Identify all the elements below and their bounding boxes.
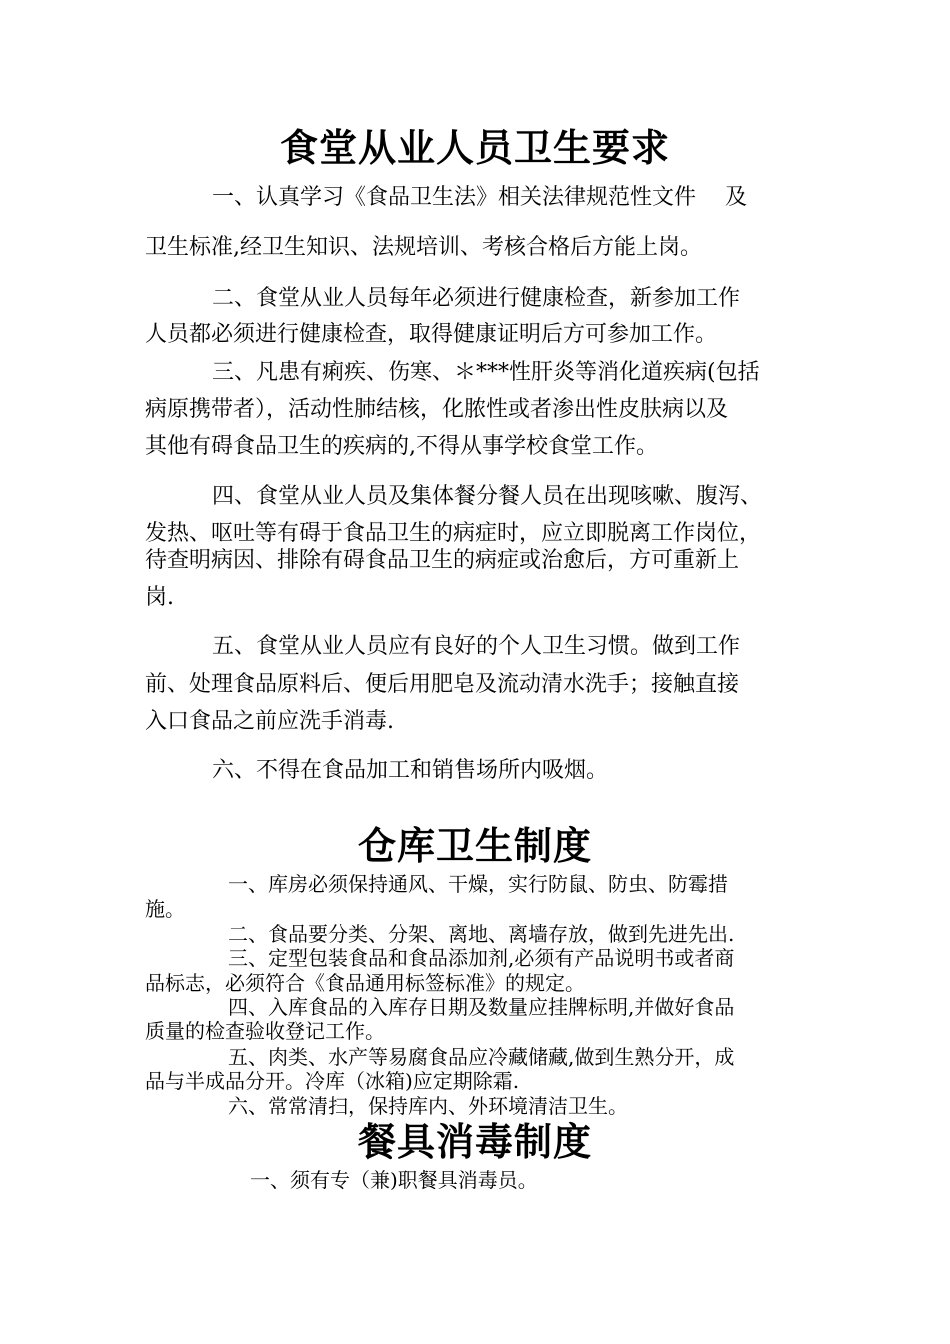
- paragraph-line: 四、食堂从业人员及集体餐分餐人员在出现咳嗽、腹泻、: [212, 484, 763, 509]
- paragraph-line: 一、认真学习《食品卫生法》相关法律规范性文件 及: [212, 185, 747, 210]
- section-title-warehouse-hygiene: 仓库卫生制度: [357, 824, 592, 868]
- paragraph-line: 一、须有专（兼)职餐具消毒员。: [250, 1168, 538, 1192]
- paragraph-line: 六、常常清扫，保持库内、外环境清洁卫生。: [228, 1094, 628, 1118]
- paragraph-line: 一、库房必须保持通风、干燥，实行防鼠、防虫、防霉措: [228, 872, 728, 896]
- paragraph-line: 品与半成品分开。冷库（冰箱)应定期除霜.: [145, 1069, 520, 1093]
- paragraph-line: 六、不得在食品加工和销售场所内吸烟。: [212, 758, 609, 783]
- paragraph-line: 其他有碍食品卫生的疾病的,不得从事学校食堂工作。: [145, 434, 658, 459]
- paragraph-line: 人员都必须进行健康检查，取得健康证明后方可参加工作。: [145, 322, 718, 347]
- paragraph-line: 二、食堂从业人员每年必须进行健康检查，新参加工作: [212, 286, 741, 311]
- paragraph-line: 待查明病因、排除有碍食品卫生的病症或治愈后，方可重新上: [145, 548, 740, 573]
- paragraph-line: 发热、呕吐等有碍于食品卫生的病症时，应立即脱离工作岗位，: [145, 521, 762, 546]
- paragraph-line: 三、定型包装食品和食品添加剂,必须有产品说明书或者商: [228, 946, 735, 970]
- paragraph-line: 品标志，必须符合《食品通用标签标准》的规定。: [145, 971, 585, 995]
- paragraph-line: 前、处理食品原料后、便后用肥皂及流动清水洗手；接触直接: [145, 672, 740, 697]
- paragraph-line: 施。: [145, 897, 185, 921]
- paragraph-line: 质量的检查验收登记工作。: [145, 1019, 385, 1043]
- paragraph-line: 岗.: [145, 585, 174, 610]
- paragraph-line: 卫生标准,经卫生知识、法规培训、考核合格后方能上岗。: [145, 235, 702, 260]
- section-title-tableware-disinfection: 餐具消毒制度: [357, 1120, 592, 1164]
- paragraph-line: 四、入库食品的入库存日期及数量应挂牌标明,并做好食品: [228, 995, 735, 1019]
- paragraph-line: 三、凡患有痢疾、伤寒、＊***性肝炎等消化道疾病(包括: [212, 360, 760, 385]
- paragraph-line: 五、肉类、水产等易腐食品应冷藏储藏,做到生熟分开，成: [228, 1045, 735, 1069]
- paragraph-line: 病原携带者），活动性肺结核，化脓性或者渗出性皮肤病以及: [145, 397, 729, 422]
- section-title-canteen-staff-hygiene: 食堂从业人员卫生要求: [279, 126, 670, 170]
- paragraph-line: 入口食品之前应洗手消毒.: [145, 709, 394, 734]
- paragraph-line: 二、食品要分类、分架、离地、离墙存放，做到先进先出.: [228, 922, 735, 946]
- paragraph-line: 五、食堂从业人员应有良好的个人卫生习惯。做到工作: [212, 634, 741, 659]
